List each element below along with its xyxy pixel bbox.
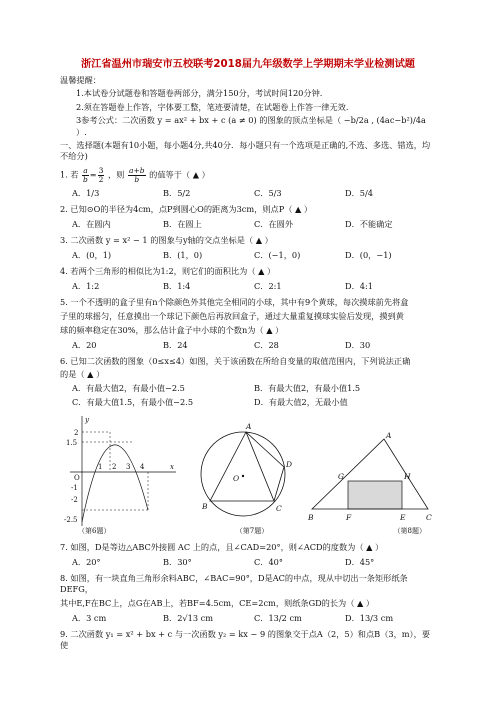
q2-options bbox=[60, 219, 436, 230]
question-9: 9. 二次函数 y₁ = x² + bx + c 与一次函数 y₂ = kx − 9 的图象交于点A（2，5）和点B（3，m），要使 bbox=[60, 628, 431, 650]
q4-options bbox=[60, 281, 436, 292]
fig6-tick-minus-2-5: -2.5 bbox=[64, 516, 78, 525]
question-2: 2. 已知⊙O的半径为4cm，点P到圆心O的距离为3cm，则点P（ ▲ ） bbox=[60, 204, 313, 215]
fig6-xtick-1: 1 bbox=[98, 463, 103, 472]
fig7-triangle bbox=[210, 432, 274, 501]
fig7-label-a: A bbox=[246, 422, 252, 432]
q3-option-c[interactable]: C．(−1，0) bbox=[254, 250, 301, 261]
q2-option-b[interactable]: B．在圆上 bbox=[163, 219, 202, 230]
fig6-tick-2: 2 bbox=[74, 429, 79, 438]
q1-option-d[interactable]: D．5/4 bbox=[345, 187, 373, 198]
fig6-tick-1-5: 1.5 bbox=[66, 439, 78, 448]
fig8-rectangle bbox=[348, 481, 402, 509]
q2-option-a[interactable]: A．在圆内 bbox=[72, 219, 111, 230]
fig7-circle bbox=[201, 432, 285, 516]
question-6-line-1: 6. 已知二次函数的图象（0≤x≤4）如图，关于该函数在所给自变量的取值范围内，下列说法正确 bbox=[60, 355, 411, 366]
fig6-origin: O bbox=[74, 474, 80, 483]
q6-option-b[interactable]: B．有最大值2，有最小值1.5 bbox=[254, 383, 361, 394]
q3-option-a[interactable]: A．(0，1) bbox=[72, 250, 112, 261]
q7-option-c[interactable]: C．40° bbox=[254, 556, 283, 567]
question-5-line-2: 子里的球摇匀，任意摸出一个球记下颜色后再放回盒子，通过大量重复摸球实验后发现，摸到黄 bbox=[60, 310, 404, 321]
q4-option-c[interactable]: C．2:1 bbox=[254, 281, 282, 292]
fig7-label-c: C bbox=[276, 504, 282, 514]
q8-option-c[interactable]: C．13/2 cm bbox=[254, 612, 302, 623]
question-3: 3. 二次函数 y = x² − 1 的图象与y轴的交点坐标是（ ▲ ） bbox=[60, 235, 273, 246]
exam-title: 浙江省温州市瑞安市五校联考2018届九年级数学上学期期末学业检测试题 bbox=[81, 59, 415, 70]
fig6-xtick-4: 4 bbox=[140, 463, 145, 472]
fig7-label-b: B bbox=[202, 502, 208, 512]
q2-option-d[interactable]: D．不能确定 bbox=[345, 219, 393, 230]
question-5-line-1: 5. 一个不透明的盒子里有n个除颜色外其他完全相同的小球，其中有9个黄球，每次摸球前先将盒 bbox=[60, 297, 409, 308]
q3-option-b[interactable]: B．(1，0) bbox=[163, 250, 203, 261]
tips-heading: 温馨提醒： bbox=[60, 74, 101, 85]
fig8-label-f: F bbox=[346, 513, 352, 523]
question-4: 4. 若两个三角形的相似比为1:2，则它们的面积比为（ ▲ ） bbox=[60, 266, 276, 277]
question-6-line-2: 的是（ ▲ ） bbox=[60, 369, 105, 380]
fraction-a-plus-b-over-b: $\frac{a+b}{b}$ bbox=[128, 166, 145, 185]
tip-1: 1.本试卷分试题卷和答题卷两部分，满分150分，考试时间120分钟. bbox=[76, 88, 323, 99]
q2-option-c[interactable]: C．在圆外 bbox=[254, 219, 294, 230]
q6-option-d[interactable]: D．有最大值2，无最小值 bbox=[254, 397, 348, 408]
q6-option-c[interactable]: C．有最大值1.5，有最小值−2.5 bbox=[72, 397, 194, 408]
q4-option-a[interactable]: A．1:2 bbox=[72, 281, 100, 292]
fig8-label-e: E bbox=[400, 513, 406, 523]
figure-7-circle bbox=[188, 419, 298, 529]
question-8-line-2: 其中E,F在BC上，点G在AB上，若BF=4.5cm，CE=2cm，则纸条GD的长为（ ▲ ） bbox=[60, 597, 375, 608]
fig6-tick-minus-1: -1 bbox=[71, 484, 78, 493]
q6-options bbox=[60, 383, 436, 408]
question-7: 7. 如图，D是等边△ABC外接圆 AC 上的点，且∠CAD=20°，则∠ACD的度数为（ ▲ ） bbox=[60, 541, 384, 552]
fig7-label-d: D bbox=[286, 460, 293, 470]
figure-8-triangle bbox=[308, 429, 436, 529]
q1-option-b[interactable]: B．5/2 bbox=[163, 187, 191, 198]
q1-option-a[interactable]: A．1/3 bbox=[72, 187, 100, 198]
q4-option-d[interactable]: D．4:1 bbox=[345, 281, 373, 292]
q5-option-d[interactable]: D．30 bbox=[345, 339, 371, 350]
figure-6-graph bbox=[60, 414, 178, 529]
fig8-label-g: G bbox=[338, 472, 344, 482]
fig6-caption: （第6题） bbox=[78, 527, 111, 536]
q5-option-b[interactable]: B．24 bbox=[163, 339, 188, 350]
q8-option-a[interactable]: A．3 cm bbox=[72, 612, 107, 623]
fig6-x-label: x bbox=[170, 463, 174, 472]
fig6-xtick-2: 2 bbox=[112, 463, 117, 472]
q7-option-d[interactable]: D．45° bbox=[345, 556, 375, 567]
q7-option-a[interactable]: A．20° bbox=[72, 556, 101, 567]
q8-option-b[interactable]: B．2√13 cm bbox=[163, 612, 214, 623]
fig6-xtick-3: 3 bbox=[126, 463, 131, 472]
figures-row bbox=[60, 411, 436, 529]
q6-option-a[interactable]: A．有最大值2，有最小值−2.5 bbox=[72, 383, 185, 394]
question-1: 1. 若 $\frac{a}{b}$ = $\frac{3}{2}$ ，则 $\frac{a+b}{b}$ 的值等于（ ▲ ） bbox=[60, 166, 210, 185]
q5-options bbox=[60, 340, 436, 351]
fraction-a-over-b: $\frac{a}{b}$ bbox=[83, 166, 88, 185]
q7-option-b[interactable]: B．30° bbox=[163, 556, 192, 567]
fig7-label-o: O bbox=[233, 474, 240, 484]
tip-3: 3参考公式：二次函数 y = ax² + bx + c (a ≠ 0) 的图象的顶点坐标是（ −b/2a , (4ac−b²)/4a ）. bbox=[76, 115, 426, 137]
fig6-tick-minus-2: -2 bbox=[71, 496, 78, 505]
question-8-line-1: 8. 如图，有一块直角三角形余料ABC，∠BAC=90°，D是AC的中点，现从中切出一条矩形纸条DEFG， bbox=[60, 572, 408, 595]
fig7-caption: （第7题） bbox=[235, 527, 269, 536]
q4-option-b[interactable]: B．1:4 bbox=[163, 281, 191, 292]
fig8-caption: （第8题） bbox=[393, 527, 426, 536]
fraction-3-over-2: $\frac{3}{2}$ bbox=[98, 166, 104, 185]
q3-option-d[interactable]: D．(0，−1) bbox=[345, 250, 392, 261]
tip-2: 2.须在答题卷上作答，字体要工整，笔迹要清楚，在试题卷上作答一律无效. bbox=[76, 101, 349, 112]
q7-options bbox=[60, 557, 436, 568]
q3-options bbox=[60, 250, 436, 261]
fig8-label-h: H bbox=[404, 472, 411, 482]
section-heading: 一、选择题(本题有10小题，每小题4分,共40分．每小题只有一个选项是正确的,不选、多选、错选，均不给分) bbox=[60, 140, 431, 162]
fig6-parabola bbox=[82, 445, 148, 522]
q1-options bbox=[60, 188, 436, 199]
fig8-label-c: C bbox=[426, 513, 432, 523]
fig6-y-label: y bbox=[85, 416, 89, 425]
q8-options bbox=[60, 613, 436, 624]
question-5-line-3: 球的频率稳定在30%，那么估计盒子中小球的个数n为（ ▲ ） bbox=[60, 324, 284, 335]
fig8-label-b: B bbox=[308, 513, 314, 523]
q5-option-a[interactable]: A．20 bbox=[72, 339, 97, 350]
q1-option-c[interactable]: C．5/3 bbox=[254, 187, 282, 198]
fig8-label-a: A bbox=[386, 431, 392, 441]
q8-option-d[interactable]: D．13/3 cm bbox=[345, 612, 394, 623]
q5-option-c[interactable]: C．28 bbox=[254, 339, 279, 350]
